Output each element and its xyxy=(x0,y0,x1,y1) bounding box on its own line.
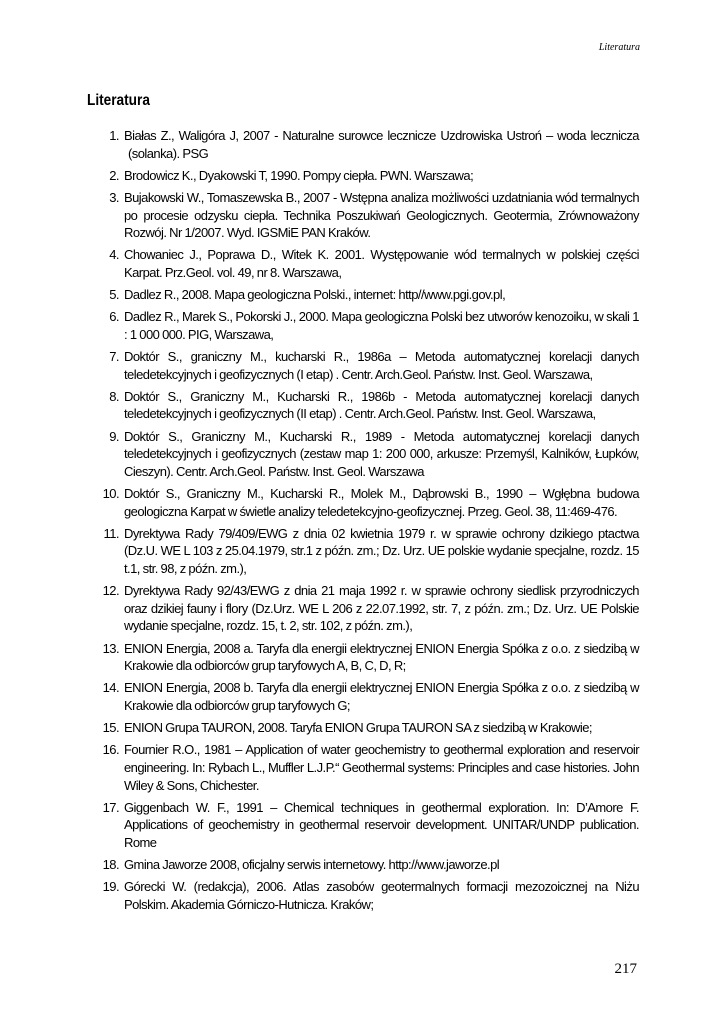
reference-text: ENION Energia, 2008 b. Taryfa dla energii elektrycznej ENION Energia Spółka z o.o. z siedzibą w Krakowie dla odbiorców grup taryfowych G; xyxy=(124,680,639,713)
reference-text: Górecki W. (redakcja), 2006. Atlas zasobów geotermalnych formacji mezozoicznej na Niżu Polskim. Akademia Górniczo-Hutnicza. Kraków; xyxy=(124,879,639,912)
reference-list xyxy=(96,127,639,918)
reference-item xyxy=(96,286,639,304)
reference-text: Dadlez R., 2008. Mapa geologiczna Polski., internet: http//www.pgi.gov.pl, xyxy=(124,287,506,303)
reference-item xyxy=(96,799,639,852)
reference-text: Doktór S., Graniczny M., Kucharski R., 1986b - Metoda automatycznej korelacji danych teledetekcyjnych i geofizycznych (II etap) . Centr. Arch.Geol. Państw. Inst. Geol. Warszawa, xyxy=(124,388,639,422)
reference-text: Fournier R.O., 1981 – Application of water geochemistry to geothermal exploration and reservoir engineering. In: Rybach L., Muffler L.J.P.“ Geothermal systems: Principles and case histories. John Wiley & Sons, Chichester. xyxy=(124,742,639,793)
reference-item xyxy=(96,189,639,242)
reference-item xyxy=(96,719,639,737)
page-number: 217 xyxy=(614,961,637,977)
reference-text: Dadlez R., Marek S., Pokorski J., 2000. Mapa geologiczna Polski bez utworów kenozoiku, w skali 1 : 1 000 000. PIG, Warszawa, xyxy=(124,309,639,342)
reference-text: Doktór S., Graniczny M., Kucharski R., 1989 - Metoda automatycznej korelacji danych teledetekcyjnych i geofizycznych (zestaw map 1: 200 000, arkusze: Przemyśl, Kalników, Łupków, Cieszyn). Centr. Arch.Geol. Państw. Inst. Geol. Warszawa xyxy=(124,428,639,479)
reference-item xyxy=(96,348,639,383)
reference-number: 9. xyxy=(109,428,119,444)
reference-item xyxy=(96,878,639,913)
reference-item xyxy=(96,246,639,281)
reference-text: Dyrektywa Rady 92/43/EWG z dnia 21 maja 1992 r. w sprawie ochrony siedlisk przyrodniczych oraz dzikiej fauny i flory (Dz.Urz. WE L 206 z 22.07.1992, str. 7, z późn. zm.; Dz. Urz. UE Polskie wydanie specjalne, rozdz. 15, t. 2, str. 102, z późn. zm.), xyxy=(124,583,639,634)
reference-item xyxy=(96,525,639,578)
reference-number: 7. xyxy=(109,349,119,365)
reference-text: Chowaniec J., Poprawa D., Witek K. 2001. Występowanie wód termalnych w polskiej części Karpat. Prz.Geol. vol. 49, nr 8. Warszawa, xyxy=(124,247,639,280)
reference-number: 14. xyxy=(102,680,119,696)
reference-text: Brodowicz K., Dyakowski T, 1990. Pompy ciepła. PWN. Warszawa; xyxy=(124,167,474,183)
reference-text: Gmina Jaworze 2008, oficjalny serwis internetowy. http://www.jaworze.pl xyxy=(124,857,500,873)
reference-item xyxy=(96,388,639,423)
reference-item xyxy=(96,679,639,714)
reference-number: 2. xyxy=(109,167,119,183)
reference-text: Białas Z., Waligóra J, 2007 - Naturalne surowce lecznicze Uzdrowiska Ustroń – woda lecznicza (solanka). PSG xyxy=(124,128,639,161)
running-header: Literatura xyxy=(598,42,640,53)
reference-text: Doktór S., graniczny M., kucharski R., 1986a – Metoda automatycznej korelacji danych teledetekcyjnych i geofizycznych (I etap) . Centr. Arch.Geol. Państw. Inst. Geol. Warszawa, xyxy=(124,349,639,382)
reference-item xyxy=(96,741,639,794)
reference-item xyxy=(96,428,639,481)
reference-number: 10. xyxy=(102,486,119,502)
reference-number: 6. xyxy=(109,309,119,325)
reference-number: 5. xyxy=(109,287,119,303)
reference-item xyxy=(96,308,639,343)
reference-text: Bujakowski W., Tomaszewska B., 2007 - Wstępna analiza możliwości uzdatniania wód termalnych po procesie odzysku ciepła. Technika Poszukiwań Geologicznych. Geotermia, Zrównoważony Rozwój. Nr 1/2007. Wyd. IGSMiE PAN Kraków. xyxy=(124,189,639,241)
reference-text: Giggenbach W. F., 1991 – Chemical techniques in geothermal exploration. In: D’Amore F. Applications of geochemistry in geothermal reservoir development. UNITAR/UNDP publication. Rome xyxy=(124,799,639,850)
reference-text: Doktór S., Graniczny M., Kucharski R., Molek M., Dąbrowski B., 1990 – Wgłębna budowa geologiczna Karpat w świetle analizy teledetekcyjno-geofizycznej. Przeg. Geol. 38, 11:469-476. xyxy=(124,486,639,519)
reference-number: 15. xyxy=(102,720,119,736)
reference-text: Dyrektywa Rady 79/409/EWG z dnia 02 kwietnia 1979 r. w sprawie ochrony dzikiego ptactwa (Dz.U. WE L 103 z 25.04.1979, str.1 z późn. zm.; Dz. Urz. UE polskie wydanie specjalne, rozdz. 15 t.1, str. 98, z późn. zm.), xyxy=(124,525,639,576)
reference-number: 16. xyxy=(102,742,119,758)
reference-number: 13. xyxy=(102,640,119,656)
reference-text: ENION Grupa TAURON, 2008. Taryfa ENION Grupa TAURON SA z siedzibą w Krakowie; xyxy=(124,720,592,736)
reference-number: 18. xyxy=(102,857,119,873)
reference-item xyxy=(96,582,639,635)
reference-item xyxy=(96,640,639,675)
reference-number: 1. xyxy=(109,128,119,143)
reference-number: 4. xyxy=(109,247,119,263)
reference-item xyxy=(96,485,639,520)
section-title: Literatura xyxy=(87,92,150,109)
reference-number: 19. xyxy=(102,879,119,895)
reference-item xyxy=(96,856,639,874)
reference-number: 11. xyxy=(103,525,119,541)
reference-item xyxy=(96,167,639,185)
reference-number: 12. xyxy=(102,583,119,599)
reference-item xyxy=(96,127,639,162)
reference-number: 8. xyxy=(109,388,119,404)
reference-number: 17. xyxy=(102,799,119,815)
reference-text: ENION Energia, 2008 a. Taryfa dla energii elektrycznej ENION Energia Spółka z o.o. z siedzibą w Krakowie dla odbiorców grup taryfowych A, B, C, D, R; xyxy=(124,640,639,674)
reference-number: 3. xyxy=(109,189,119,205)
